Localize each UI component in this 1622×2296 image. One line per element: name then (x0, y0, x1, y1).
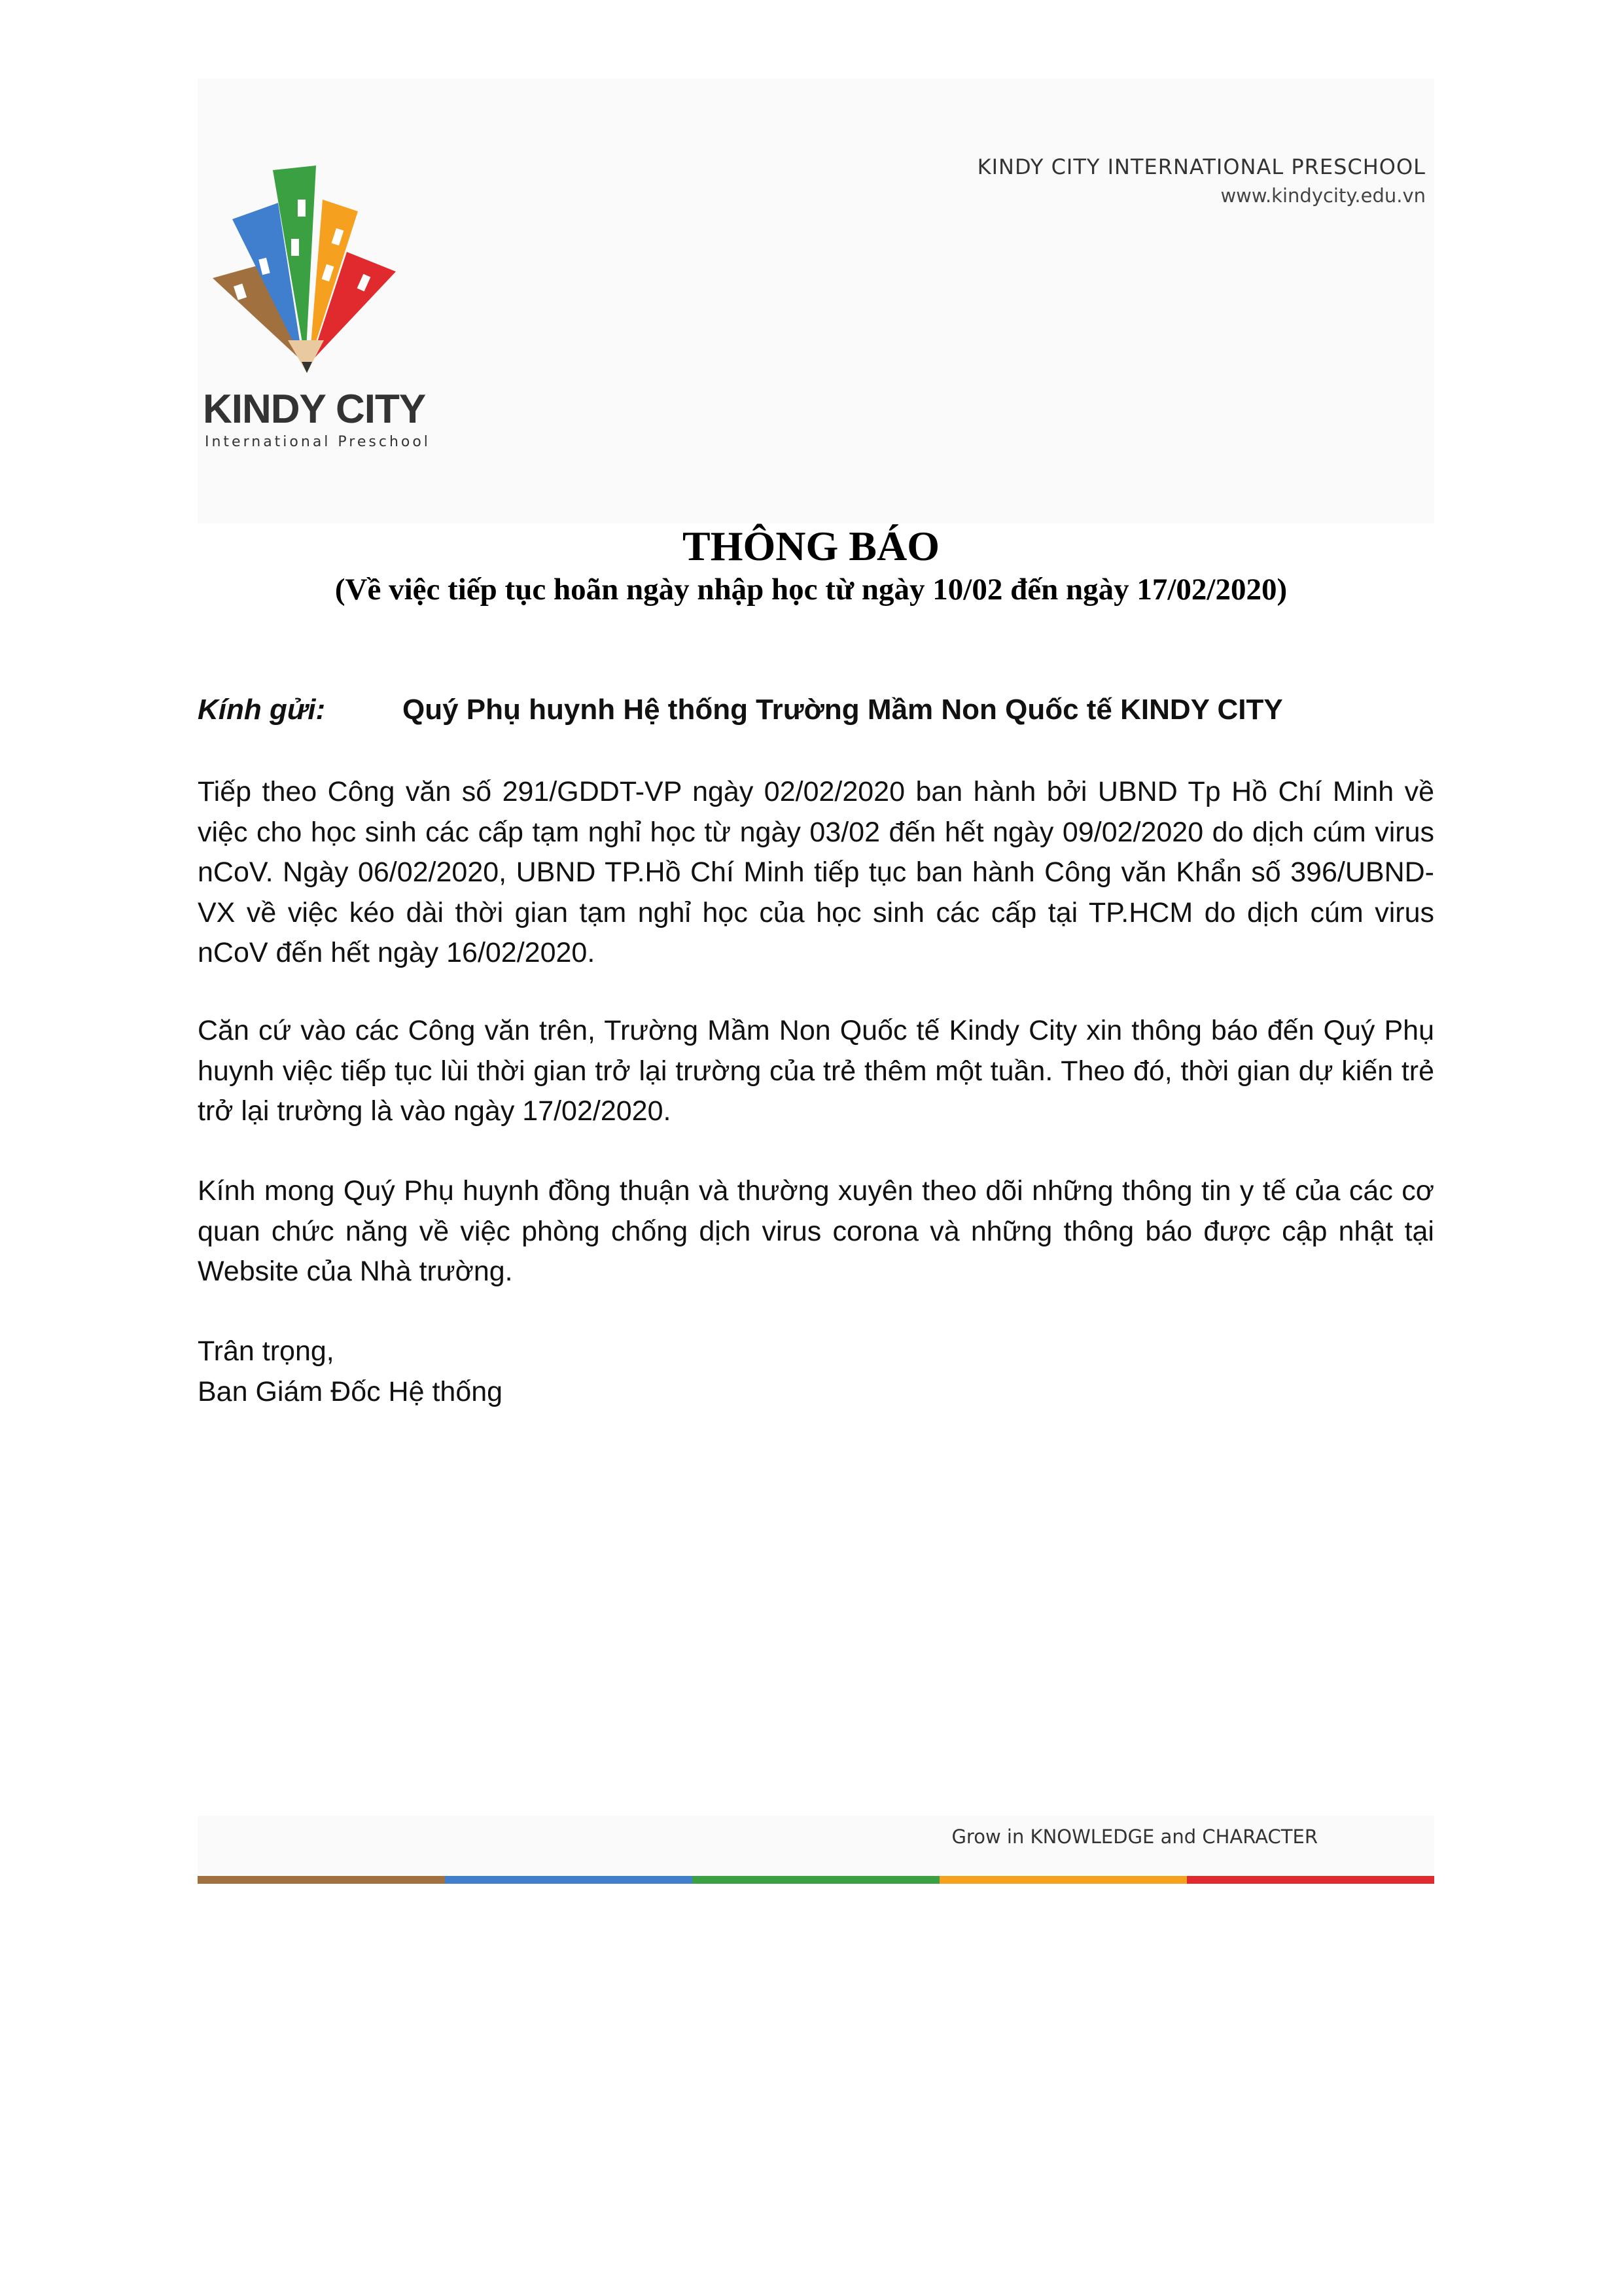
footer-slogan: Grow in KNOWLEDGE and CHARACTER (951, 1826, 1318, 1848)
body-paragraph: Tiếp theo Công văn số 291/GDDT-VP ngày 02/02/2020 ban hành bởi UBND Tp Hồ Chí Minh về việc cho học sinh các cấp tạm nghỉ học từ ngày 03/02 đến hết ngày 09/02/2020 do dịch cúm virus nCoV. Ngày 06/02/2020, UBND TP.Hồ Chí Minh tiếp tục ban hành Công văn Khẩn số 396/UBND-VX về việc kéo dài thời gian tạm nghỉ học của học sinh các cấp tại TP.HCM do dịch cúm virus nCoV đến hết ngày 16/02/2020. (198, 776, 1434, 968)
signature: Ban Giám Đốc Hệ thống (198, 1375, 503, 1407)
closing-block (198, 1332, 502, 1412)
school-website: www.kindycity.edu.vn (1220, 185, 1426, 207)
notice-title: THÔNG BÁO (682, 523, 940, 569)
kindy-city-logo (200, 154, 435, 455)
color-bar-segment-green (692, 1876, 940, 1884)
recipient: Quý Phụ huynh Hệ thống Trường Mầm Non Quốc tế KINDY CITY (402, 694, 1283, 726)
logo-wordmark: KINDY CITY (203, 387, 426, 432)
color-bar-segment-blue (445, 1876, 692, 1884)
recipient-label: Kính gửi: (198, 694, 326, 726)
color-bar-segment-brown (198, 1876, 445, 1884)
body-paragraph: Căn cứ vào các Công văn trên, Trường Mầm Non Quốc tế Kindy City xin thông báo đến Quý Phụ huynh việc tiếp tục lùi thời gian trở lại trường của trẻ thêm một tuần. Theo đó, thời gian dự kiến trẻ trở lại trường là vào ngày 17/02/2020. (198, 1015, 1434, 1127)
color-bar-segment-red (1187, 1876, 1434, 1884)
closing-greeting: Trân trọng, (198, 1335, 334, 1367)
color-bar-segment-orange (940, 1876, 1187, 1884)
body-paragraph: Kính mong Quý Phụ huynh đồng thuận và thường xuyên theo dõi những thông tin y tế của các cơ quan chức năng về việc phòng chống dịch virus corona và những thông báo được cập nhật tại Website của Nhà trường. (198, 1175, 1434, 1287)
notice-subtitle: (Về việc tiếp tục hoãn ngày nhập học từ ngày 10/02 đến ngày 17/02/2020) (334, 573, 1288, 607)
pencil-buildings-icon (200, 154, 435, 415)
logo-tagline: International Preschool (205, 434, 431, 450)
school-name: KINDY CITY INTERNATIONAL PRESCHOOL (977, 154, 1426, 179)
footer-color-bar (198, 1876, 1434, 1884)
